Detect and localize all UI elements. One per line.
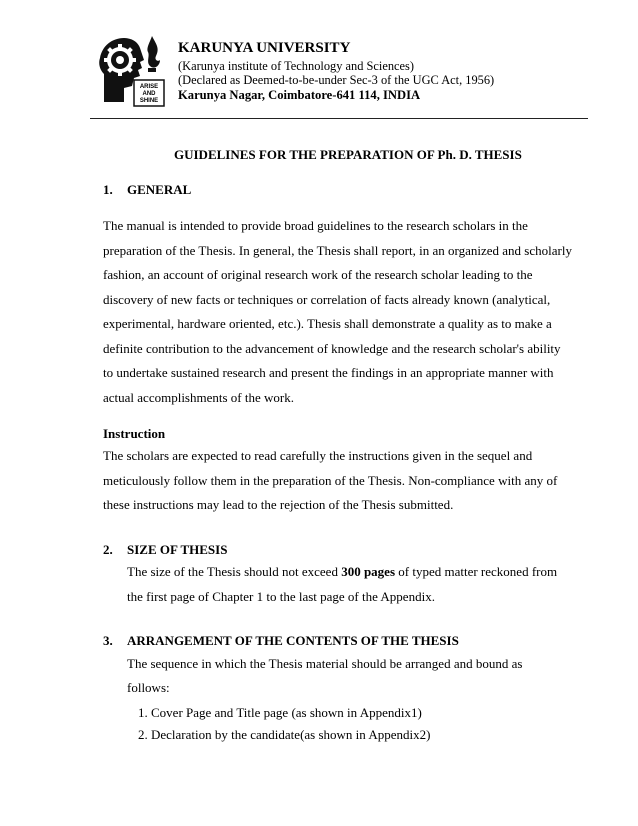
university-subtitle-2: (Declared as Deemed-to-be-under Sec-3 of the UGC Act, 1956) xyxy=(178,73,495,87)
logo-motto-3: SHINE xyxy=(139,98,159,104)
size-limit-value: 300 pages xyxy=(341,564,396,579)
university-logo xyxy=(94,30,170,110)
section-3-heading: ARRANGEMENT OF THE CONTENTS OF THE THESIS xyxy=(127,633,459,648)
section-2-number: 2. xyxy=(103,542,113,557)
general-line-7: to undertake sustained research and present the findings in an appropriate manner with xyxy=(103,365,554,380)
instruction-line-1: The scholars are expected to read carefully the instructions given in the sequel and xyxy=(103,448,533,463)
header-divider xyxy=(90,118,588,119)
general-line-6: definite contribution to the advancement of knowledge and the research scholar's ability xyxy=(103,341,561,356)
size-line-1-pre: The size of the Thesis should not exceed xyxy=(127,564,342,579)
size-line-1-post: of typed matter reckoned from xyxy=(395,564,558,579)
instruction-heading: Instruction xyxy=(103,426,166,441)
section-3-number: 3. xyxy=(103,633,113,648)
arrangement-item-2: 2. Declaration by the candidate(as shown in Appendix2) xyxy=(138,727,431,742)
instruction-line-3: these instructions may lead to the rejection of the Thesis submitted. xyxy=(103,497,454,512)
general-line-2: preparation of the Thesis. In general, the Thesis shall report, in an organized and scholarly xyxy=(103,243,572,258)
arrangement-item-1: 1. Cover Page and Title page (as shown in Appendix1) xyxy=(138,705,422,720)
university-subtitle-1: (Karunya institute of Technology and Sciences) xyxy=(178,59,414,73)
university-name: KARUNYA UNIVERSITY xyxy=(178,40,351,56)
section-2-heading: SIZE OF THESIS xyxy=(127,542,228,557)
general-line-1: The manual is intended to provide broad guidelines to the research scholars in the xyxy=(103,218,528,233)
section-1-heading: GENERAL xyxy=(127,182,192,197)
arrangement-line-1: The sequence in which the Thesis material should be arranged and bound as xyxy=(127,656,523,671)
general-line-4: discovery of new facts or techniques or correlation of facts already known (analytical, xyxy=(103,292,551,307)
section-1-number: 1. xyxy=(103,182,113,197)
logo-flame-icon xyxy=(147,36,160,68)
general-line-5: experimental, hardware oriented, etc.). Thesis shall demonstrate a quality as to make a xyxy=(103,316,552,331)
logo-motto-1: ARISE xyxy=(139,84,159,90)
document-title: GUIDELINES FOR THE PREPARATION OF Ph. D. THESIS xyxy=(174,147,522,162)
general-line-3: fashion, an account of original research work of the research scholar leading to the xyxy=(103,267,533,282)
arrangement-line-2: follows: xyxy=(127,680,170,695)
logo-motto-2: AND xyxy=(142,91,156,97)
general-line-8: actual accomplishments of the work. xyxy=(103,390,294,405)
instruction-line-2: meticulously follow them in the preparation of the Thesis. Non-compliance with any of xyxy=(103,473,558,488)
university-address: Karunya Nagar, Coimbatore-641 114, INDIA xyxy=(178,88,421,102)
size-line-1 xyxy=(127,564,557,580)
size-line-2: the first page of Chapter 1 to the last page of the Appendix. xyxy=(127,589,435,604)
